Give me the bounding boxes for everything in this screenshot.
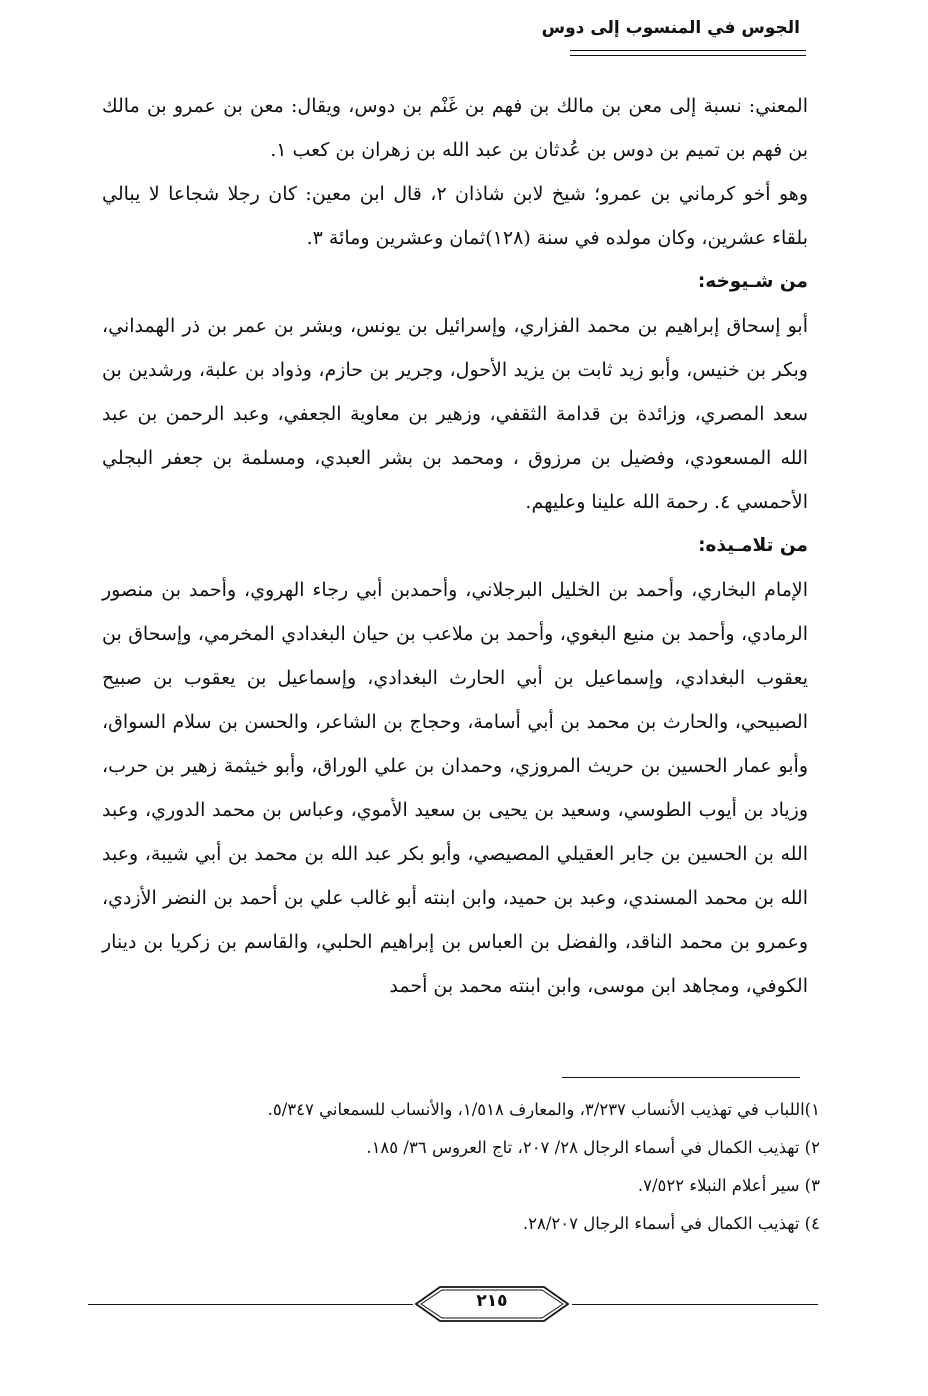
ornament-line-left (88, 1304, 413, 1305)
running-head-title: الجوس في المنسوب إلى دوس (541, 18, 800, 38)
bio-paragraph: وهو أخو كرماني بن عمرو؛ شيخ لابن شاذان ٢، قال ابن معين: كان رجلا شجاعا لا يبالي بلقاء عشرين، وكان مولده في سنة (١٢٨)ثمان وعشرين ومائة ٣. (102, 183, 809, 249)
ornament-line-right (572, 1304, 818, 1305)
teachers-heading: من شـيوخه: (697, 271, 808, 292)
footnote-3: ٣) سير أعلام النبلاء ٧/٥٢٢. (637, 1176, 820, 1195)
header-rule-top (570, 50, 806, 51)
footnote-1: ١)اللباب في تهذيب الأنساب ٣/٢٣٧، والمعارف ١/٥١٨، والأنساب للسمعاني ٥/٣٤٧. (267, 1100, 820, 1119)
page-number-ornament (88, 1283, 818, 1327)
body-text (102, 84, 808, 1008)
students-paragraph: الإمام البخاري، وأحمد بن الخليل البرجلاني، وأحمدبن أبي رجاء الهروي، وأحمد بن منصور الرمادي، وأحمد بن منيع البغوي، وأحمد بن ملاعب بن حيان البغدادي المخرمي، وإسحاق بن يعقوب البغدادي، وإسماعيل بن أبي الحارث البغدادي، وإسماعيل بن يعقوب بن صبيح الصبيحي، والحارث بن محمد بن أبي أسامة، وحجاج بن الشاعر، والحسن بن سلام السواق، وأبو عمار الحسين بن حريث المروزي، وحمدان بن علي الوراق، وأبو خيثمة زهير بن حرب، وزياد بن أيوب الطوسي، وسعيد بن يحيى بن سعيد الأموي، وعباس بن محمد الدوري، وعبد الله بن الحسين بن جابر العقيلي المصيصي، وأبو بكر عبد الله بن محمد بن أبي شيبة، وعبد الله بن محمد المسندي، وعبد بن حميد، وابن ابنته أبو غالب علي بن أحمد بن النضر الأزدي، وعمرو بن محمد الناقد، والفضل بن العباس بن إبراهيم الحلبي، والقاسم بن زكريا بن دينار الكوفي، ومجاهد ابن موسى، وابن ابنته محمد بن أحمد (102, 579, 808, 997)
page-number: ٢١٥ (476, 1291, 508, 1311)
students-heading: من تلامـيذه: (698, 535, 808, 556)
intro-paragraph: المعني: نسبة إلى معن بن مالك بن فهم بن غَنْم بن دوس، ويقال: معن بن عمرو بن مالك بن فهم بن تميم بن دوس بن عُدثان بن عبد الله بن زهران بن كعب ١. (102, 95, 808, 161)
footnote-4: ٤) تهذيب الكمال في أسماء الرجال ٢٨/٢٠٧. (522, 1214, 820, 1233)
header-rule-bottom (570, 55, 806, 56)
teachers-paragraph: أبو إسحاق إبراهيم بن محمد الفزاري، وإسرائيل بن يونس، وبشر بن عمر بن ذر الهمداني، وبكر بن خنيس، وأبو زيد ثابت بن يزيد الأحول، وجرير بن حازم، وذواد بن علبة، ورشدين بن سعد المصري، وزائدة بن قدامة الثقفي، وزهير بن معاوية الجعفي، وعبد الرحمن بن عبد الله المسعودي، وفضيل بن مرزوق ، ومحمد بن بشر العبدي، ومسلمة بن جعفر البجلي الأحمسي ٤. رحمة الله علينا وعليهم. (102, 315, 808, 513)
footnote-2: ٢) تهذيب الكمال في أسماء الرجال ٢٨/ ٢٠٧، تاج العروس ٣٦/ ١٨٥. (366, 1138, 820, 1157)
footnotes (140, 1091, 820, 1243)
footnote-separator (562, 1077, 800, 1078)
